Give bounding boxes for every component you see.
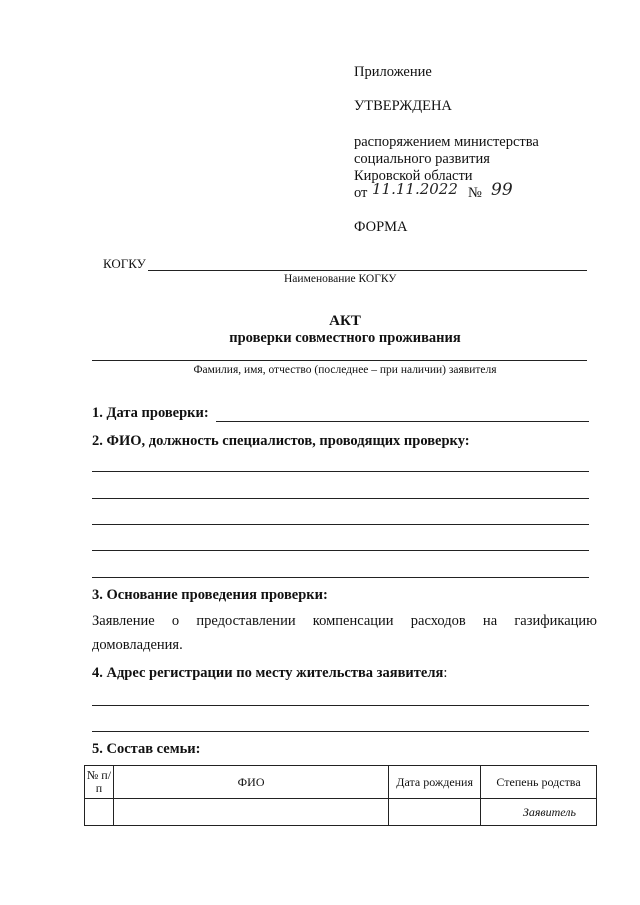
- section-4-title: 4. Адрес регистрации по месту жительства заявителя: [92, 665, 444, 681]
- specialists-line-4[interactable]: [92, 550, 589, 551]
- appendix-label: Приложение: [354, 64, 432, 80]
- kogku-line: [148, 270, 587, 271]
- address-line-2[interactable]: [92, 731, 589, 732]
- date-prefix: от: [354, 185, 368, 201]
- order-number: 99: [491, 180, 513, 200]
- cell-number[interactable]: [85, 799, 114, 826]
- order-line-2: социального развития: [354, 151, 490, 167]
- order-line-1: распоряжением министерства: [354, 134, 539, 150]
- section-4-title-wrap: [92, 665, 447, 682]
- cell-birthdate[interactable]: [389, 799, 481, 826]
- act-title: АКТ: [329, 313, 361, 329]
- table-row: [85, 799, 597, 826]
- form-label: ФОРМА: [354, 219, 408, 235]
- section-3-title: 3. Основание проведения проверки:: [92, 587, 328, 603]
- cell-relation[interactable]: Заявитель: [481, 799, 597, 826]
- family-table-header-row: [85, 766, 597, 799]
- number-prefix: №: [468, 185, 482, 201]
- order-line-3: Кировской области: [354, 168, 473, 184]
- address-line-1[interactable]: [92, 705, 589, 706]
- family-table: [84, 765, 597, 826]
- kogku-caption: Наименование КОГКУ: [284, 273, 397, 285]
- specialists-line-2[interactable]: [92, 498, 589, 499]
- specialists-line-5[interactable]: [92, 577, 589, 578]
- approved-label: УТВЕРЖДЕНА: [354, 98, 452, 114]
- section-2-title: 2. ФИО, должность специалистов, проводящих проверку:: [92, 433, 470, 449]
- basis-text-line-2: домовладения.: [92, 637, 183, 653]
- act-subtitle: проверки совместного проживания: [229, 330, 461, 346]
- order-date: 11.11.2022: [372, 180, 458, 198]
- col-name-header: ФИО: [113, 766, 388, 799]
- specialists-line-1[interactable]: [92, 471, 589, 472]
- col-birthdate-header: Дата рождения: [389, 766, 481, 799]
- kogku-label: КОГКУ: [103, 256, 146, 271]
- col-relation-header: Степень родства: [481, 766, 597, 799]
- applicant-caption: Фамилия, имя, отчество (последнее – при наличии) заявителя: [193, 364, 497, 376]
- section-4-colon: :: [443, 665, 448, 681]
- col-number-header: № п/п: [85, 766, 114, 799]
- section-5-title: 5. Состав семьи:: [92, 741, 201, 757]
- check-date-line[interactable]: [216, 421, 589, 422]
- cell-name[interactable]: [113, 799, 388, 826]
- section-1-title: 1. Дата проверки:: [92, 405, 209, 421]
- applicant-line: [92, 360, 587, 361]
- specialists-line-3[interactable]: [92, 524, 589, 525]
- basis-text-line-1: Заявление о предоставлении компенсации расходов на газификацию: [92, 613, 597, 629]
